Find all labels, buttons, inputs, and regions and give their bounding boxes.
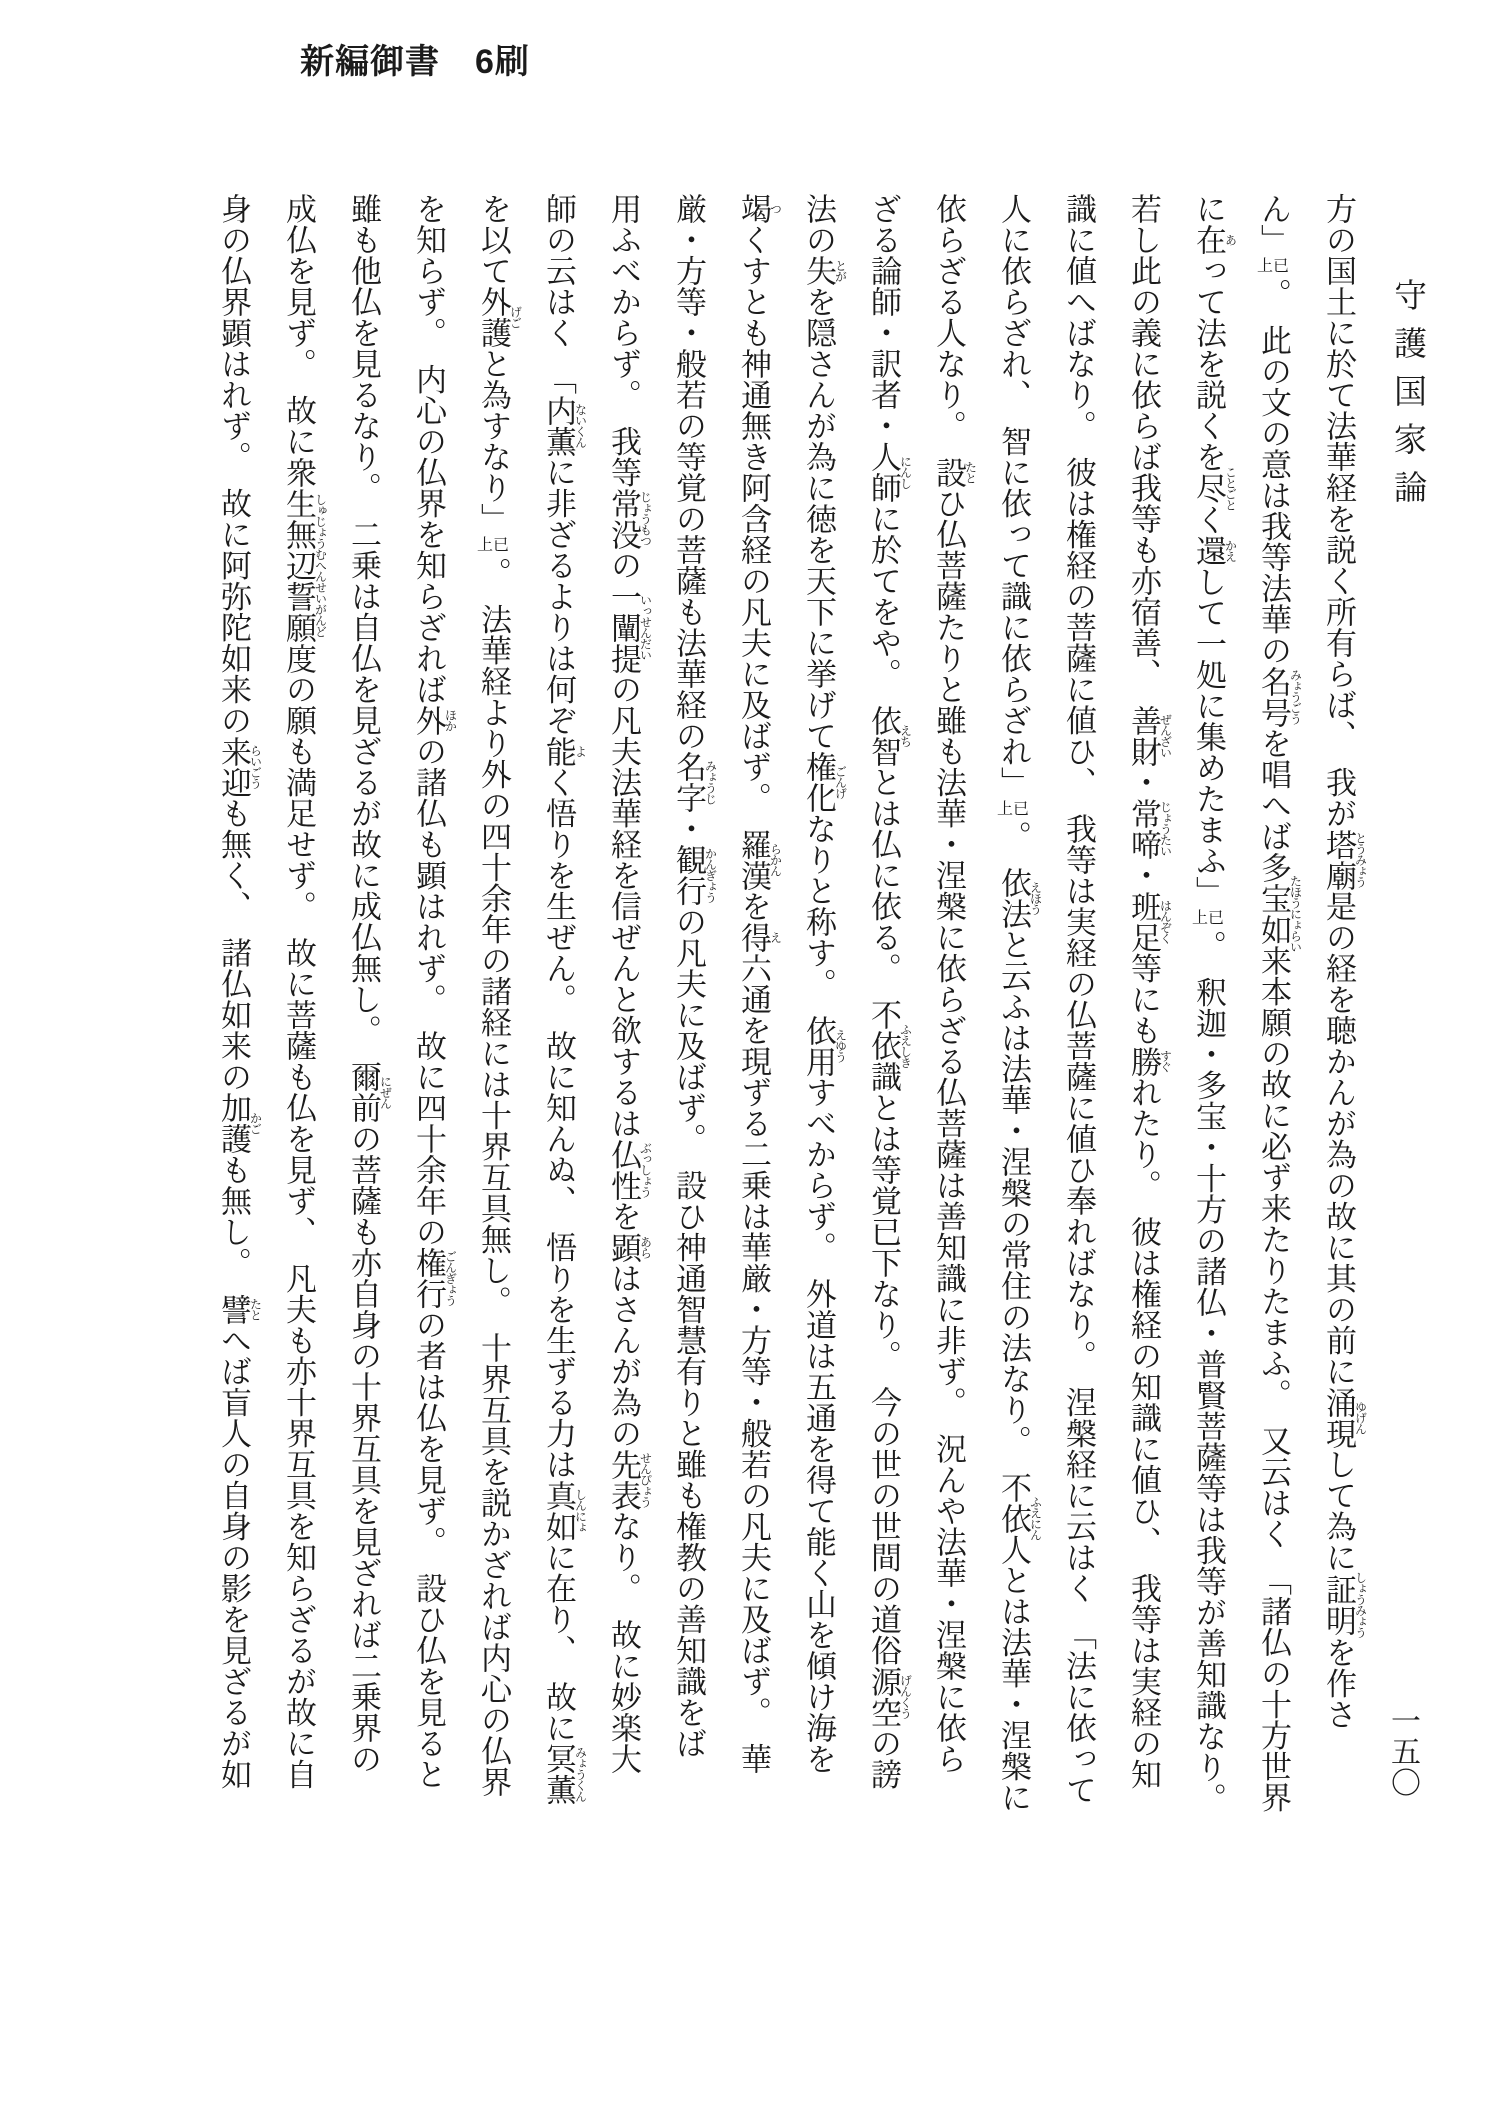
- ruby-annotated-text: 人師にんし: [866, 441, 913, 503]
- ruby-annotated-text: 依智えち: [866, 704, 913, 767]
- ruby-annotated-text: 多宝如来たほうにょらい: [1256, 851, 1303, 976]
- ruby-annotated-text: 不依識ふえしき: [866, 999, 913, 1092]
- text-column-3: に在あって法を説くを尽ことごとく還かえして一処に集めたまふ」已上。 釈迦・多宝・十方の諸仏・普賢菩薩等は我等が善知識なり。: [1191, 193, 1238, 1814]
- ruby-annotated-text: 源空げんくう: [866, 1665, 913, 1728]
- text-column-14: を以て外護げごと為すなり」已上。 法華経より外の四十余年の諸経には十界互具無し。 十界互具を説かざれば内心の仏界: [476, 193, 523, 1797]
- ruby-annotated-text: 竭つ: [736, 193, 783, 224]
- page-number: 一五〇: [1386, 1705, 1419, 1798]
- ruby-annotated-text: 涌現ゆげん: [1321, 1386, 1368, 1449]
- ruby-annotated-text: 真如しんにょ: [541, 1479, 588, 1542]
- ruby-annotated-text: 尽ことごと: [1191, 466, 1238, 510]
- text-column-12: 用ふべからず。 我等常没じょうもつの一闡提いっせんだいの凡夫法華経を信ぜんと欲するは仏性ぶっしょうを顕あらはさんが為の先表せんぴょうなり。 故に妙楽大: [606, 193, 653, 1774]
- text-column-10: 竭つくすとも神通無き阿含経の凡夫に及ばず。 羅漢らかんを得え六通を現ずる二乗は華厳・方等・般若の凡夫に及ばず。 華: [736, 193, 783, 1774]
- ruby-annotated-text: 衆生無辺誓願度しゅじょうむへんせいがんど: [281, 456, 328, 674]
- text-column-16: 雖も他仏を見るなり。 二乗は自仏を見ざるが故に成仏無し。 爾前にぜんの菩薩も亦自身の十界互具を見ざれば二乗界の: [346, 193, 393, 1774]
- text-column-8: ざる論師・訳者・人師にんしに於てをや。 依智えちとは仏に依る。 不依識ふえしきとは等覚已下なり。 今の世の世間の道俗源空げんくうの謗: [866, 193, 913, 1790]
- ruby-annotated-text: 不依人ふえにん: [996, 1471, 1043, 1565]
- ruby-annotated-text: 内薫ないくん: [541, 394, 588, 457]
- ruby-annotated-text: 観行かんぎょう: [671, 844, 718, 906]
- text-column-11: 厳・方等・般若の等覚の菩薩も法華経の名字みょうじ・観行かんぎょうの凡夫に及ばず。 設ひ神通智慧有りと雖も権教の善知識をば: [671, 193, 718, 1759]
- quote-end-marker: 已上: [1192, 910, 1225, 927]
- text-column-18: 身の仏界顕はれず。 故に阿弥陀如来の来迎らいごうも無く、 諸仏如来の加護かごも無し。 譬たとへば盲人の自身の影を見ざるが如: [216, 193, 263, 1790]
- document-title: 守護国家論: [1389, 278, 1425, 518]
- ruby-annotated-text: 爾前にぜん: [346, 1061, 393, 1123]
- ruby-annotated-text: 顕あら: [606, 1231, 653, 1263]
- quote-end-marker: 已上: [997, 800, 1030, 818]
- edition-header: 新編御書 6刷: [300, 43, 530, 81]
- ruby-annotated-text: 先表せんぴょう: [606, 1448, 653, 1511]
- ruby-annotated-text: 得え: [736, 921, 783, 953]
- ruby-annotated-text: 還かえ: [1191, 535, 1238, 566]
- ruby-annotated-text: 一闡提いっせんだい: [606, 580, 653, 674]
- quote-end-marker: 已上: [477, 537, 510, 554]
- text-column-15: を知らず。 内心の仏界を知らざれば外ほかの諸仏も顕はれず。 故に四十余年の権行ごんぎょうの者は仏を見ず。 設ひ仏を見ると: [411, 193, 458, 1790]
- ruby-annotated-text: 証明しょうみょう: [1321, 1571, 1368, 1638]
- ruby-annotated-text: 名字みょうじ: [671, 751, 718, 813]
- text-column-13: 師の云はく 「内薫ないくんに非ざるよりは何ぞ能よく悟りを生ぜん。 故に知んぬ、 悟りを生ずる力は真如しんにょに在り、 故に冥薫みょうくん: [541, 193, 588, 1805]
- text-column-5: 識に値へばなり。 彼は権経の菩薩に値ひ、 我等は実経の仏菩薩に値ひ奉ればなり。 涅槃経に云はく 「法に依って: [1061, 193, 1096, 1805]
- ruby-annotated-text: 塔廟とうみょう: [1321, 828, 1368, 891]
- text-column-1: 方の国土に於て法華経を説く所有らば、 我が塔廟とうみょう是の経を聴かんが為の故に其の前に涌現ゆげんして為に証明しょうみょうを作さ: [1321, 193, 1368, 1730]
- ruby-annotated-text: 冥薫みょうくん: [541, 1743, 588, 1805]
- ruby-annotated-text: 加護かご: [216, 1092, 263, 1154]
- ruby-annotated-text: 班足はんぞく: [1126, 890, 1173, 953]
- ruby-annotated-text: 失とが: [801, 255, 848, 286]
- ruby-annotated-text: 譬たと: [216, 1293, 263, 1325]
- ruby-annotated-text: 来迎らいごう: [216, 735, 263, 798]
- ruby-annotated-text: 能よ: [541, 735, 588, 767]
- text-body: [197, 193, 1371, 1888]
- quote-end-marker: 已上: [1257, 258, 1290, 275]
- ruby-annotated-text: 外護げご: [476, 286, 523, 348]
- ruby-annotated-text: 名号みょうごう: [1256, 665, 1303, 728]
- ruby-annotated-text: 常没じょうもつ: [606, 487, 653, 550]
- ruby-annotated-text: 常啼じょうたい: [1126, 797, 1173, 860]
- ruby-annotated-text: 設たと: [931, 456, 978, 488]
- ruby-annotated-text: 羅漢らかん: [736, 828, 783, 891]
- text-column-6: 人に依らざれ、 智に依って識に依らざれ」已上。 依法えほうと云ふは法華・涅槃の常住の法なり。 不依人ふえにんとは法華・涅槃に: [996, 193, 1043, 1813]
- text-column-4: 若し此の義に依らば我等も亦宿善、 善財ぜんざい・常啼じょうたい・班足はんぞく等にも勝すぐれたり。 彼は権経の知識に値ひ、 我等は実経の知: [1126, 193, 1173, 1790]
- ruby-annotated-text: 仏性ぶっしょう: [606, 1138, 653, 1201]
- text-column-9: 法の失とがを隠さんが為に徳を天下に挙げて権化ごんげなりと称す。 依用えゆうすべからず。 外道は五通を得て能く山を傾け海を: [801, 193, 848, 1774]
- ruby-annotated-text: 在あ: [1191, 224, 1238, 255]
- ruby-annotated-text: 依法えほう: [996, 867, 1043, 929]
- text-column-17: 成仏を見ず。 故に衆生無辺誓願度しゅじょうむへんせいがんどの願も満足せず。 故に菩薩も仏を見ず、 凡夫も亦十界互具を知らざるが故に自: [281, 193, 328, 1790]
- ruby-annotated-text: 勝すぐ: [1126, 1045, 1173, 1077]
- text-column-7: 依らざる人なり。 設たとひ仏菩薩たりと雖も法華・涅槃に依らざる仏菩薩は善知識に非ず。 況んや法華・涅槃に依ら: [931, 193, 978, 1774]
- ruby-annotated-text: 権化ごんげ: [801, 751, 848, 813]
- text-column-2: ん」已上。 此の文の意は我等法華の名号みょうごうを唱へば多宝如来たほうにょらい本願の故に必ず来たりたまふ。 又云はく 「諸仏の十方世界: [1256, 193, 1303, 1813]
- ruby-annotated-text: 依用えゆう: [801, 1014, 848, 1077]
- ruby-annotated-text: 善財ぜんざい: [1126, 704, 1173, 767]
- ruby-annotated-text: 外ほか: [411, 704, 458, 736]
- ruby-annotated-text: 権行ごんぎょう: [411, 1247, 458, 1309]
